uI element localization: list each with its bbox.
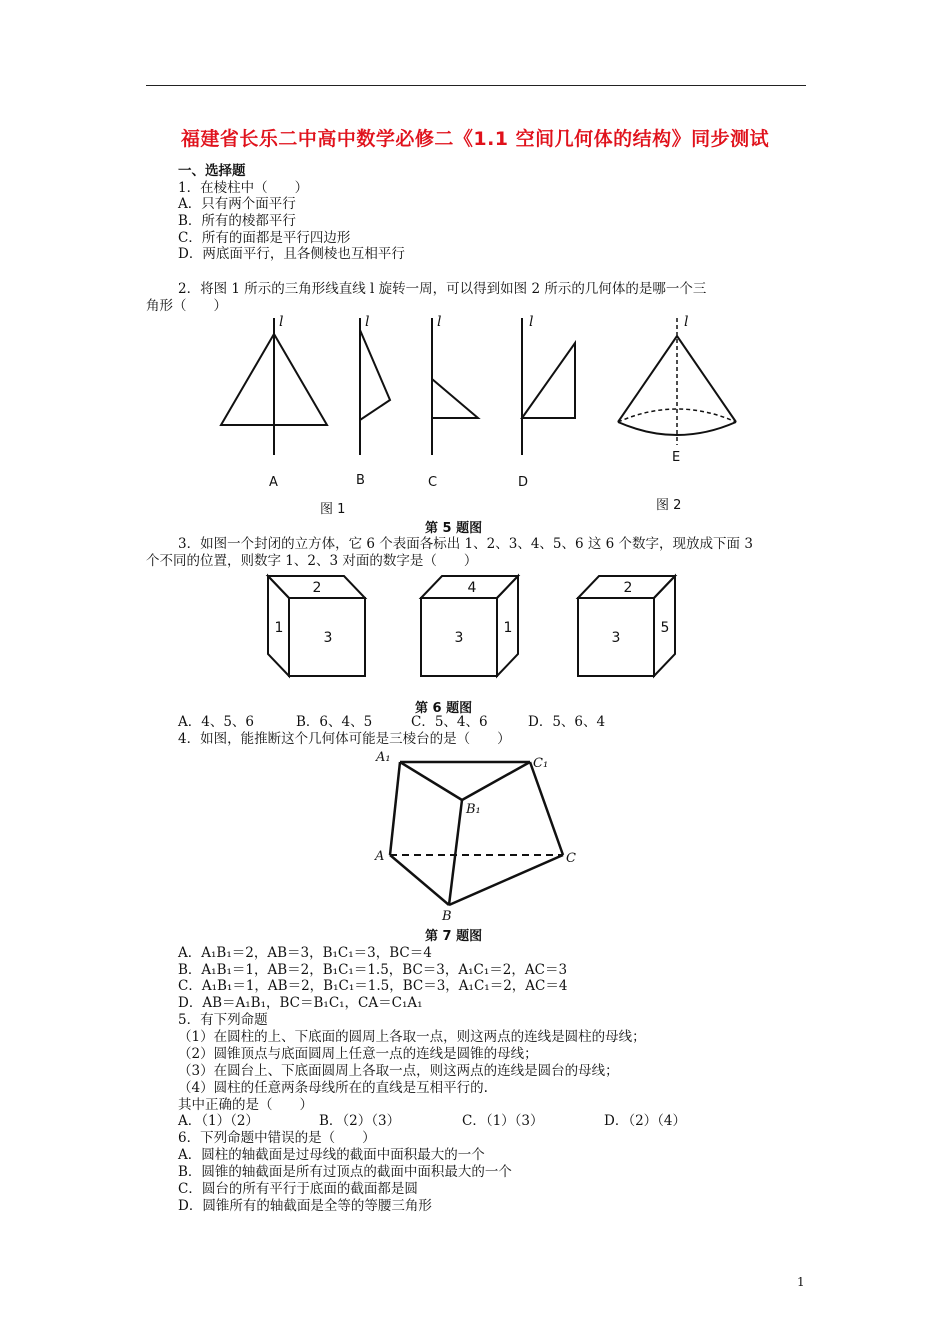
q6-stem: 6．下列命题中错误的是（ ）: [178, 1130, 376, 1146]
q4-option-a: A．A₁B₁＝2，AB＝3，B₁C₁＝3，BC＝4: [178, 945, 432, 961]
q5-item-2: （2）圆锥顶点与底面圆周上任意一点的连线是圆锥的母线；: [178, 1046, 538, 1062]
cube3-side-number: 5: [660, 620, 670, 636]
vertex-a-label: A: [375, 849, 385, 864]
section-heading: 一、选择题: [178, 163, 246, 179]
axis-label-d: l: [529, 314, 534, 330]
label-e: E: [672, 450, 681, 465]
q4-option-c: C．A₁B₁＝1，AB＝2，B₁C₁＝1.5，BC＝3，A₁C₁＝2，AC＝4: [178, 978, 568, 994]
q6-option-d: D．圆锥所有的轴截面是全等的等腰三角形: [178, 1198, 432, 1214]
fig1-label: 图 1: [320, 502, 346, 517]
q3-option-b: B．6、4、5: [296, 714, 373, 730]
q3-option-d: D．5、6、4: [528, 714, 606, 730]
vertex-b-label: B: [442, 909, 452, 924]
q5-option-c: C．（1）（3）: [462, 1113, 544, 1129]
q1-option-d: D．两底面平行，且各侧棱也互相平行: [178, 246, 405, 262]
axis-label-e: l: [684, 314, 689, 330]
cube3-top-number: 2: [623, 580, 633, 596]
vertex-c1-label: C₁: [533, 756, 549, 771]
label-d: D: [518, 475, 529, 490]
cube1-side-number: 1: [274, 620, 284, 636]
cube1-front-number: 3: [323, 630, 333, 646]
q4-stem: 4．如图，能推断这个几何体可能是三棱台的是（ ）: [178, 731, 511, 747]
axis-label-c: l: [437, 314, 442, 330]
q4-option-d: D．AB＝A₁B₁，BC＝B₁C₁，CA＝C₁A₁: [178, 995, 423, 1011]
fig2-label: 图 2: [656, 498, 682, 513]
q3-option-a: A．4、5、6: [178, 714, 255, 730]
q6-option-a: A．圆柱的轴截面是过母线的截面中面积最大的一个: [178, 1147, 485, 1163]
label-c: C: [428, 475, 438, 490]
cube3-front-number: 3: [611, 630, 621, 646]
label-b: B: [356, 473, 365, 488]
q3-stem-line2: 个不同的位置，则数字 1、2、3 对面的数字是（ ）: [146, 553, 478, 569]
label-a: A: [269, 475, 278, 490]
q5-item-4: （4）圆柱的任意两条母线所在的直线是互相平行的.: [178, 1080, 488, 1096]
q4-caption: 第 7 题图: [425, 929, 483, 944]
q4-option-b: B．A₁B₁＝1，AB＝2，B₁C₁＝1.5，BC＝3，A₁C₁＝2，AC＝3: [178, 962, 568, 978]
q5-option-d: D．（2）（4）: [604, 1113, 687, 1129]
q5-option-b: B．（2）（3）: [319, 1113, 401, 1129]
q3-caption: 第 6 题图: [415, 701, 473, 716]
q6-option-c: C．圆台的所有平行于底面的截面都是圆: [178, 1181, 418, 1197]
q1-stem: 1．在棱柱中（ ）: [178, 180, 309, 196]
cube2-side-number: 1: [503, 620, 513, 636]
q5-item-3: （3）在圆台上、下底面圆周上各取一点，则这两点的连线是圆台的母线；: [178, 1063, 619, 1079]
page-number: 1: [797, 1275, 805, 1289]
q1-option-b: B．所有的棱都平行: [178, 213, 296, 229]
q5-item-1: （1）在圆柱的上、下底面的圆周上各取一点，则这两点的连线是圆柱的母线；: [178, 1029, 646, 1045]
q3-option-c: C．5、4、6: [411, 714, 488, 730]
axis-label-b: l: [365, 314, 370, 330]
q1-option-a: A．只有两个面平行: [178, 196, 296, 212]
cube2-top-number: 4: [467, 580, 477, 596]
q2-stem-line2: 角形（ ）: [146, 298, 227, 314]
q6-option-b: B．圆锥的轴截面是所有过顶点的截面中面积最大的一个: [178, 1164, 512, 1180]
vertex-c-label: C: [566, 851, 576, 866]
q2-stem-line1: 2．将图 1 所示的三角形线直线 l 旋转一周，可以得到如图 2 所示的几何体的是哪一个三: [178, 281, 707, 297]
q3-stem-line1: 3．如图一个封闭的立方体，它 6 个表面各标出 1、2、3、4、5、6 这 6 个数字，现放成下面 3: [178, 536, 753, 552]
q5-stem: 5．有下列命题: [178, 1012, 268, 1028]
q2-caption: 第 5 题图: [425, 521, 483, 536]
cube2-front-number: 3: [454, 630, 464, 646]
page-title: 福建省长乐二中高中数学必修二《1.1 空间几何体的结构》同步测试: [180, 128, 770, 150]
cube1-top-number: 2: [312, 580, 322, 596]
q5-question: 其中正确的是（ ）: [178, 1097, 313, 1113]
vertex-b1-label: B₁: [466, 802, 481, 817]
q5-option-a: A．（1）（2）: [178, 1113, 259, 1129]
q1-option-c: C．所有的面都是平行四边形: [178, 230, 351, 246]
vertex-a1-label: A₁: [376, 750, 391, 765]
axis-label-a: l: [279, 314, 284, 330]
